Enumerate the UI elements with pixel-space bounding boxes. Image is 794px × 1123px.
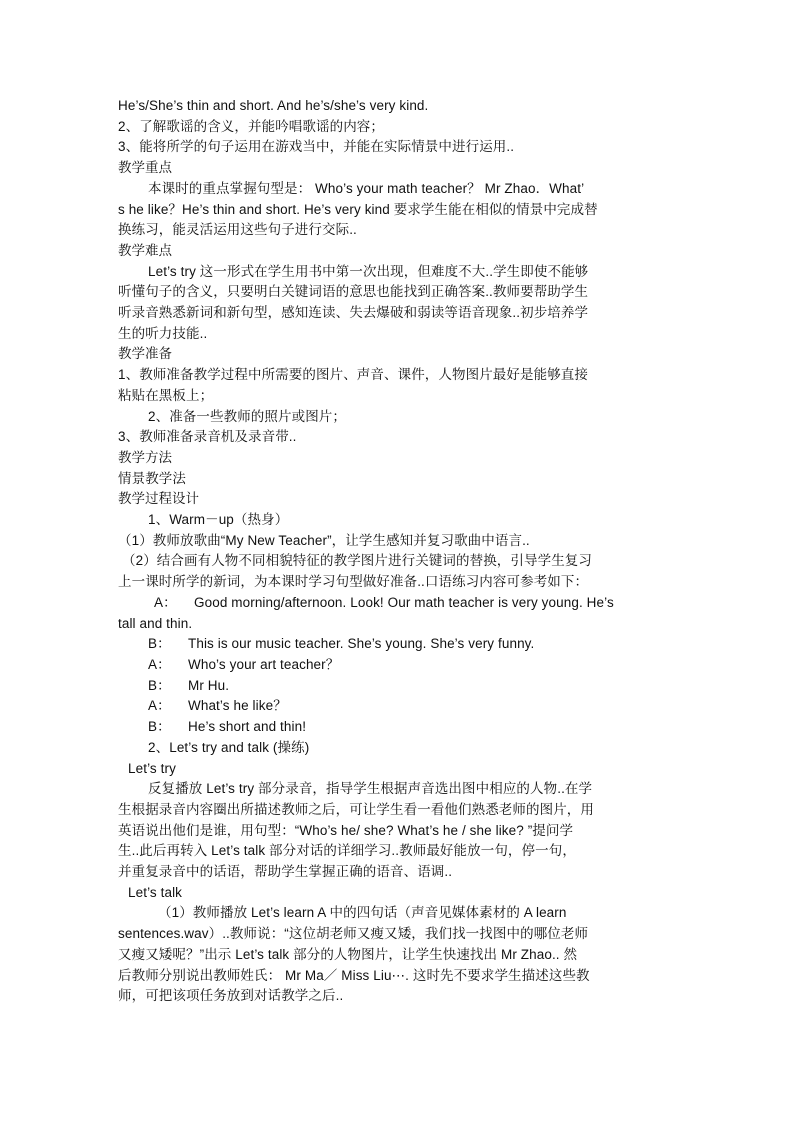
heading-difficulties: 教学难点: [118, 242, 172, 258]
difficulties-line: Let’s try 这一形式在学生用书中第一次出现，但难度不大..学生即使不能够: [148, 263, 589, 279]
dialogue-row: [118, 593, 678, 614]
heading-key-points: 教学重点: [118, 160, 172, 176]
talk-paragraph-line: 后教师分别说出教师姓氏： Mr Ma／ Miss Liu⋯. 这时先不要求学生描述这些教: [118, 967, 590, 983]
dialogue-row: [118, 655, 678, 676]
dialogue-continuation: tall and thin.: [118, 615, 193, 631]
objective-line-2: 2、了解歌谣的含义，并能吟唱歌谣的内容；: [118, 118, 385, 134]
dialogue-text: He’s short and thin!: [188, 719, 307, 735]
step-2-line-a: （2）结合画有人物不同相貌特征的教学图片进行关键词的替换，引导学生复习: [122, 553, 593, 569]
objective-line-3: 3、能将所学的句子运用在游戏当中，并能在实际情景中进行运用..: [118, 139, 515, 155]
dialogue-row: [118, 676, 678, 697]
dialogue-speaker: A：: [148, 698, 171, 714]
dialogue-speaker: B：: [148, 677, 171, 693]
try-paragraph-line: 生根据录音内容圈出所描述教师之后，可让学生看一看他们熟悉老师的图片，用: [118, 801, 594, 817]
heading-preparation: 教学准备: [118, 346, 172, 362]
objective-line-1: He’s/She’s thin and short. And he’s/she’s very kind.: [118, 98, 429, 113]
dialogue-text: Mr Hu.: [188, 677, 230, 693]
talk-paragraph-line: 师，可把该项任务放到对话教学之后..: [118, 988, 344, 1004]
dialogue-text: What’s he like？: [188, 698, 287, 714]
document-page: [118, 96, 678, 1007]
prep-line-1a: 1、教师准备教学过程中所需要的图片、声音、课件，人物图片最好是能够直接: [118, 367, 589, 383]
try-paragraph-line: 反复播放 Let’s try 部分录音，指导学生根据声音选出图中相应的人物..在学: [148, 781, 593, 797]
talk-paragraph-line: （1）教师播放 Let’s learn A 中的四句话（声音见媒体素材的 A learn: [158, 905, 567, 921]
dialogue-row: [118, 717, 678, 738]
prep-line-1b: 粘贴在黑板上；: [118, 387, 214, 403]
dialogue-text: Good morning/afternoon. Look! Our math teacher is very young. He’s: [194, 594, 614, 610]
heading-methods: 教学方法: [118, 449, 172, 465]
dialogue-text: Who’s your art teacher？: [188, 656, 340, 672]
dialogue-row: [118, 634, 678, 655]
dialogue-text: This is our music teacher. She’s young. She’s very funny.: [188, 636, 535, 652]
talk-paragraph-line: sentences.wav）..教师说：“这位胡老师又瘦又矮，我们找一找图中的哪位老师: [118, 926, 589, 942]
dialogue-speaker: A：: [154, 594, 177, 610]
lets-talk-heading: Let’s talk: [128, 884, 183, 900]
step-2-line-b: 上一课时所学的新词，为本课时学习句型做好准备..口语练习内容可参考如下：: [118, 574, 589, 590]
try-paragraph-line: 英语说出他们是谁，用句型：“Who’s he/ she? What’s he / she like? ”提问学: [118, 822, 574, 838]
lets-try-heading: Let’s try: [128, 760, 176, 776]
key-points-line: 换练习，能灵活运用这些句子进行交际..: [118, 222, 357, 238]
try-paragraph-line: 生..此后再转入 Let’s talk 部分对话的详细学习..教师最好能放一句，停一句，: [118, 843, 576, 859]
dialogue-speaker: B：: [148, 719, 171, 735]
warmup-line: 1、Warm－up（热身）: [148, 512, 289, 528]
dialogue-speaker: B：: [148, 636, 171, 652]
prep-line-3: 3、教师准备录音机及录音带..: [118, 429, 297, 445]
try-paragraph-line: 并重复录音中的话语，帮助学生掌握正确的语音、语调..: [118, 864, 453, 880]
talk-paragraph-line: 又瘦又矮呢？”出示 Let’s talk 部分的人物图片，让学生快速找出 Mr Zhao.. 然: [118, 946, 578, 962]
section-2-heading: 2、Let’s try and talk (操练): [148, 739, 310, 755]
key-points-line: 本课时的重点掌握句型是： Who’s your math teacher？ Mr Zhao．What’: [148, 180, 585, 196]
difficulties-line: 听懂句子的含义，只要明白关键词语的意思也能找到正确答案..教师要帮助学生: [118, 284, 589, 300]
dialogue-row: [118, 696, 678, 717]
difficulties-line: 听录音熟悉新词和新句型，感知连读、失去爆破和弱读等语音现象..初步培养学: [118, 305, 589, 321]
difficulties-line: 生的听力技能..: [118, 325, 208, 341]
dialogue-speaker: A：: [148, 656, 171, 672]
heading-process: 教学过程设计: [118, 491, 199, 507]
prep-line-2: 2、准备一些教师的照片或图片；: [148, 408, 347, 424]
key-points-line: s he like？He’s thin and short. He’s very kind 要求学生能在相似的情景中完成替: [118, 201, 598, 217]
methods-text: 情景教学法: [118, 470, 186, 486]
step-1-line: （1）教师放歌曲“My New Teacher”，让学生感知并复习歌曲中语言..: [118, 532, 530, 548]
